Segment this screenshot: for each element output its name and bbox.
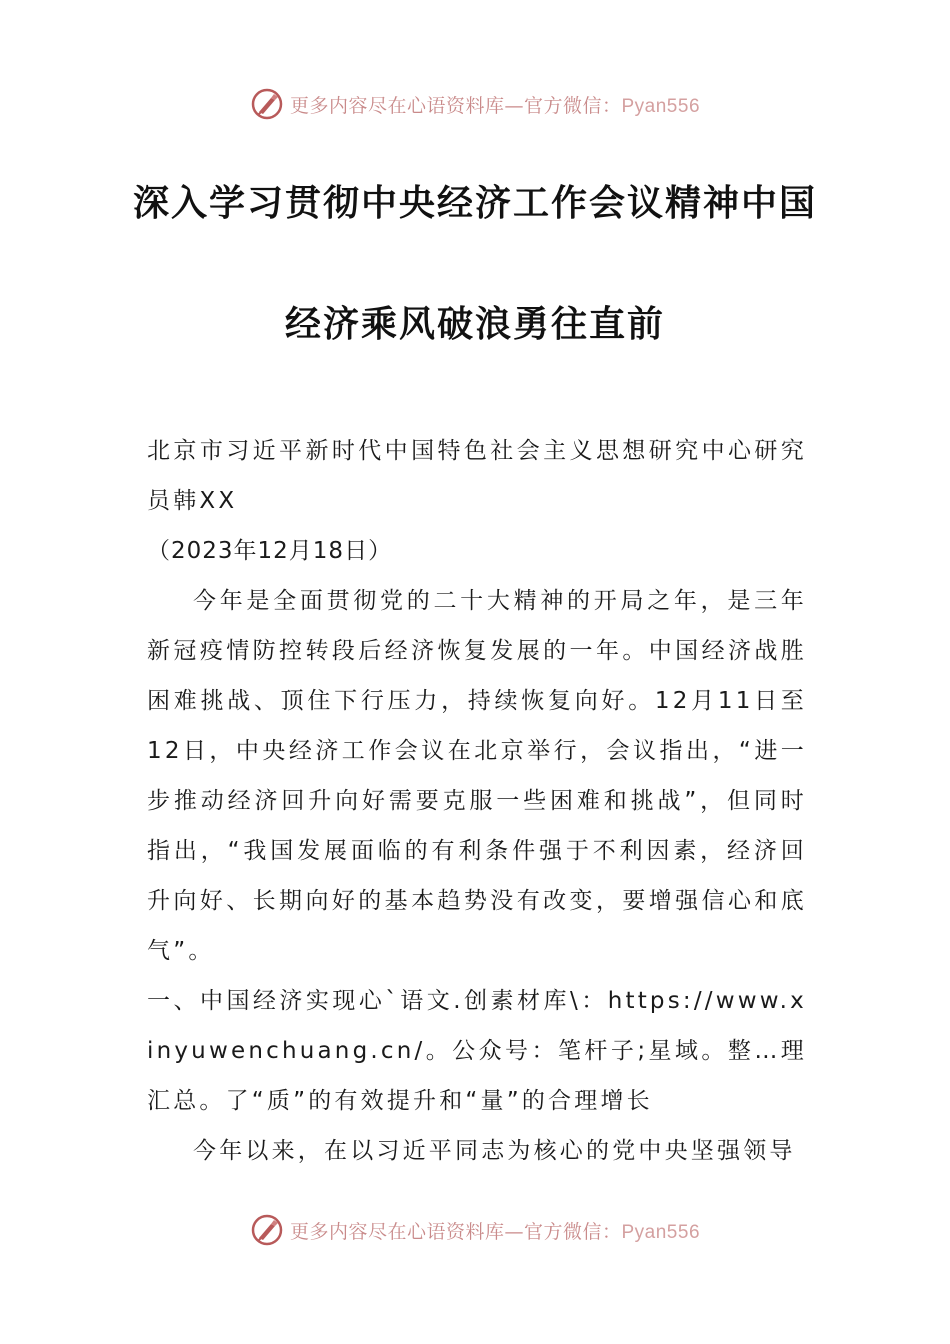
watermark-text xyxy=(290,1217,700,1244)
section-heading-1: 一、中国经济实现心`语文.创素材库\：https://www.xinyuwenchuang.cn/。公众号：笔杆子;星域。整…理汇总。了“质”的有效提升和“量”的合理增长 xyxy=(147,988,807,1114)
paragraph-1: 今年是全面贯彻党的二十大精神的开局之年，是三年新冠疫情防控转段后经济恢复发展的一年。中国经济战胜困难挑战、顶住下行压力，持续恢复向好。12月11日至12日，中央经济工作会议在北京举行，会议指出，“进一步推动经济回升向好需要克服一些困难和挑战”，但同时指出，“我国发展面临的有利条件强于不利因素，经济回升向好、长期向好的基本趋势没有改变，要增强信心和底气”。 xyxy=(147,588,807,964)
watermark-text xyxy=(290,91,700,118)
watermark-main: 更多内容尽在心语资料库 xyxy=(289,94,505,117)
page-title-line-1: 深入学习贯彻中央经济工作会议精神中国 xyxy=(132,182,817,224)
watermark-wechat-label: 官方微信： xyxy=(523,94,622,117)
watermark-main: 更多内容尽在心语资料库 xyxy=(289,1220,505,1243)
watermark-dash: — xyxy=(504,94,524,117)
watermark-wechat-id: Pyan556 xyxy=(621,1221,701,1243)
pen-nib-logo-icon xyxy=(250,87,284,121)
paragraph-2: 今年以来，在以习近平同志为核心的党中央坚强领导 xyxy=(193,1138,796,1164)
pen-nib-logo-icon xyxy=(250,1213,284,1247)
header-watermark xyxy=(0,82,950,126)
page-title-line-2: 经济乘风破浪勇往直前 xyxy=(284,303,665,345)
article-body xyxy=(147,426,807,1176)
watermark-wechat-label: 官方微信： xyxy=(523,1220,622,1243)
watermark-wechat-id: Pyan556 xyxy=(621,95,701,117)
footer-watermark xyxy=(0,1208,950,1252)
date-line: （2023年12月18日） xyxy=(147,538,393,564)
watermark-dash: — xyxy=(504,1220,524,1243)
author-line: 北京市习近平新时代中国特色社会主义思想研究中心研究员韩XX xyxy=(147,438,807,514)
